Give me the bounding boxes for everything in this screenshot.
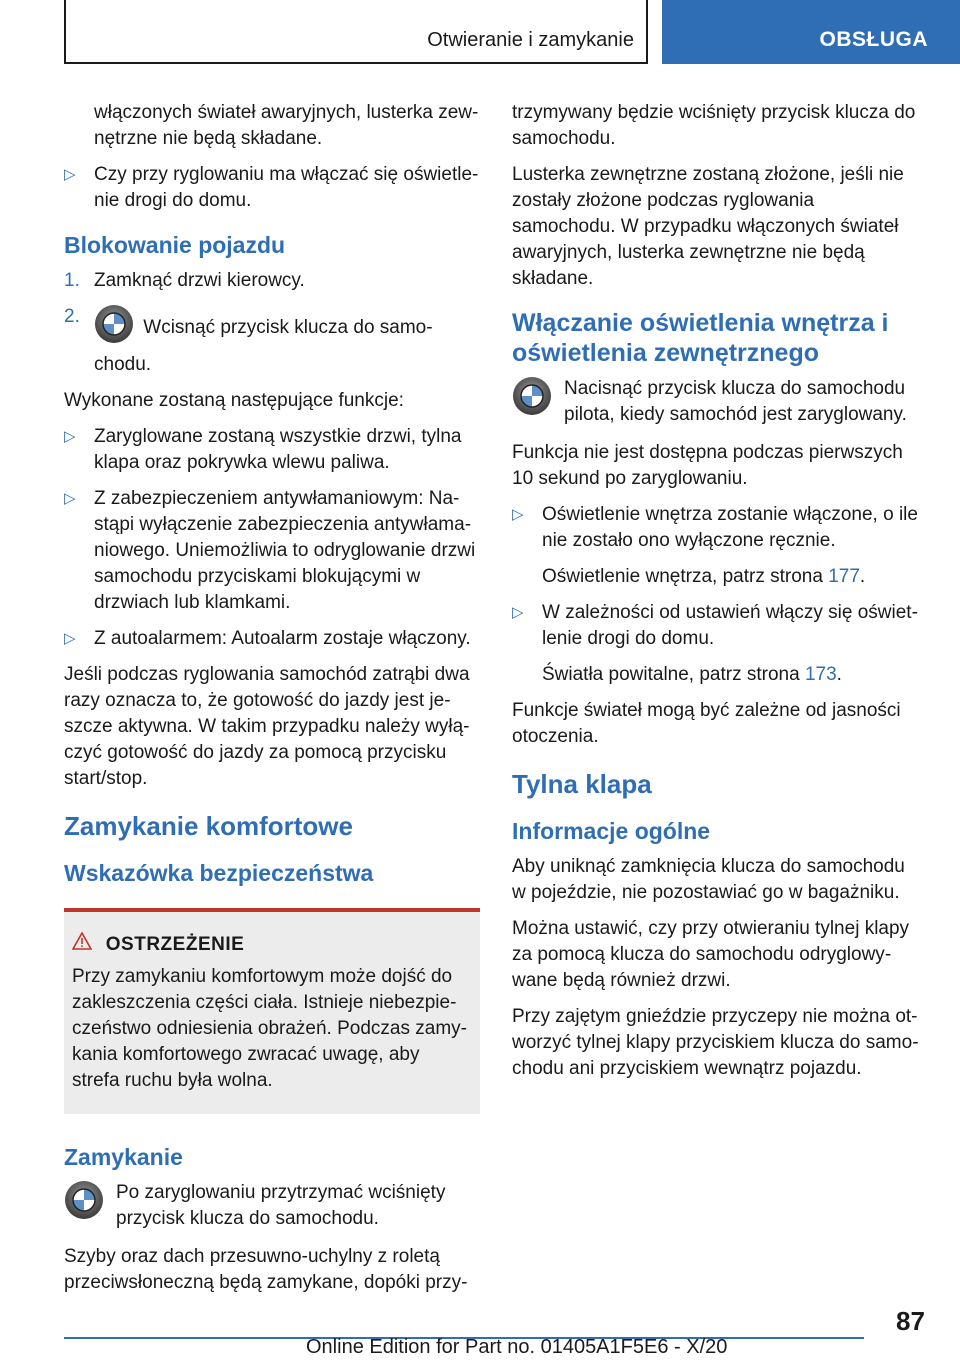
heading-oswietlenie: Włączanie oświetlenia wnętrza i oświetlenia zewnętrznego [512,309,889,367]
heading-wskazowka: Wskazówka bezpieczeństwa [64,860,374,886]
list-item [64,162,480,214]
paragraph: Wykonane zostaną następujące funkcje: [64,390,404,411]
paragraph: Przy zajętym gnieździe przyczepy nie można otworzyć tylnej klapy przyciskiem klucza do samochodu ani przyciskiem wewnątrz pojazdu. [512,1006,919,1079]
warning-text: Przy zamykaniu komfortowym może dojść do zakleszczenia części ciała. Istnieje niebezpieczeństwo odniesienia obrażeń. Podczas zamykania komfortowego zwracać uwagę, aby strefa ruchu była wolna. [72,966,467,1091]
cross-reference-text: Światła powitalne, patrz strona [542,664,800,685]
step-number: 2. [64,306,80,327]
step-text: Zamknąć drzwi kierowcy. [94,270,305,291]
section-tab-label: OBSŁUGA [819,28,928,51]
paragraph: Można ustawić, czy przy otwieraniu tylnej klapy za pomocą klucza do samochodu odryglowywane będą również drzwi. [512,918,910,991]
heading-zamykanie: Zamykanie [64,1144,183,1170]
list-item-text: Czy przy ryglowaniu ma włączać się oświetlenie drogi do domu. [94,164,479,211]
heading-tylna-klapa: Tylna klapa [512,769,652,799]
paragraph: trzymywany będzie wciśnięty przycisk klucza do samochodu. [512,102,916,149]
triangle-right-icon: ▷ [64,166,76,183]
footer-edition: Online Edition for Part no. 01405A1F5E6 - X/20 [306,1336,728,1358]
paragraph: Jeśli podczas ryglowania samochód zatrąbi dwa razy oznacza to, że gotowość do jazdy jest jeszcze aktywna. W takim przypadku należy wyłączyć gotowość do jazdy za pomocą przycisku start/stop. [64,664,470,789]
list-item-text: Z autoalarmem: Autoalarm zostaje włączony. [94,628,471,649]
cross-reference: Światła powitalne, patrz strona 173. [542,664,842,685]
list-item [64,486,480,616]
step-number: 1. [64,270,80,291]
cross-reference-text: Oświetlenie wnętrza, patrz strona [542,566,823,587]
step-text: Wcisnąć przycisk klucza do samochodu. [94,317,433,375]
step [64,268,480,294]
bmw-logo-key-button-icon [64,1180,104,1228]
cross-reference: Oświetlenie wnętrza, patrz strona 177. [542,566,866,587]
right-column [512,100,922,1092]
paragraph: włączonych świateł awaryjnych, lusterka zewnętrzne nie będą składane. [94,102,479,149]
page-number: 87 [896,1306,925,1336]
icon-instruction [512,376,922,428]
paragraph: Funkcje świateł mogą być zależne od jasności otoczenia. [512,700,901,747]
paragraph: Szyby oraz dach przesuwno-uchylny z roletą przeciwsłoneczną będą zamykane, dopóki przy- [64,1246,468,1293]
list-item [512,600,922,652]
paragraph: Aby uniknąć zamknięcia klucza do samochodu w pojeździe, nie pozostawiać go w bagażniku. [512,856,905,903]
triangle-right-icon: ▷ [64,630,76,647]
triangle-right-icon: ▷ [64,490,76,507]
instruction-text: Nacisnąć przycisk klucza do samochodu pilota, kiedy samochód jest zaryglowany. [564,378,907,425]
step [64,304,480,378]
header-title: Otwieranie i zamykanie [427,29,634,51]
section-tab[interactable] [662,0,960,64]
bmw-logo-key-button-icon [512,376,552,424]
list-item-text: Z zabezpieczeniem antywłamaniowym: Nastąpi wyłączenie zabezpieczenia antywłamaniowego. Uniemożliwia to odryglowanie drzwi samochodu przyciskami blokującymi w drzwiach lub klamkami. [94,488,476,613]
triangle-right-icon: ▷ [512,604,524,621]
heading-informacje: Informacje ogólne [512,818,711,844]
header-box [64,0,648,64]
page-link[interactable]: 177 [828,566,860,587]
triangle-right-icon: ▷ [512,506,524,523]
page-link[interactable]: 173 [804,664,837,685]
list-item-text: W zależności od ustawień włączy się oświetlenie drogi do domu. [542,602,918,649]
warning-triangle-icon [72,932,100,958]
heading-zamykanie-komfortowe: Zamykanie komfortowe [64,811,353,841]
list-item [64,626,480,652]
bmw-logo-key-button-icon [94,304,134,352]
instruction-text: Po zaryglowaniu przytrzymać wciśnięty przycisk klucza do samochodu. [116,1182,446,1229]
paragraph: Funkcja nie jest dostępna podczas pierwszych 10 sekund po zaryglowaniu. [512,442,903,489]
warning-title-text: OSTRZEŻENIE [105,934,245,955]
left-column [64,100,480,1306]
warning-title [72,932,470,958]
triangle-right-icon: ▷ [64,428,76,445]
paragraph: Lusterka zewnętrzne zostaną złożone, jeśli nie zostały złożone podczas ryglowania samochodu. W przypadku włączonych świateł awaryjnych, lusterka zewnętrzne nie będą składane. [512,164,904,289]
list-item-text: Oświetlenie wnętrza zostanie włączone, o ile nie zostało ono wyłączone ręcznie. [542,504,918,551]
list-item [64,424,480,476]
icon-instruction [64,1180,480,1232]
list-item-text: Zaryglowane zostaną wszystkie drzwi, tylna klapa oraz pokrywka wlewu paliwa. [94,426,462,473]
heading-blokowanie: Blokowanie pojazdu [64,232,286,258]
warning-box [64,908,480,1114]
list-item [512,502,922,554]
